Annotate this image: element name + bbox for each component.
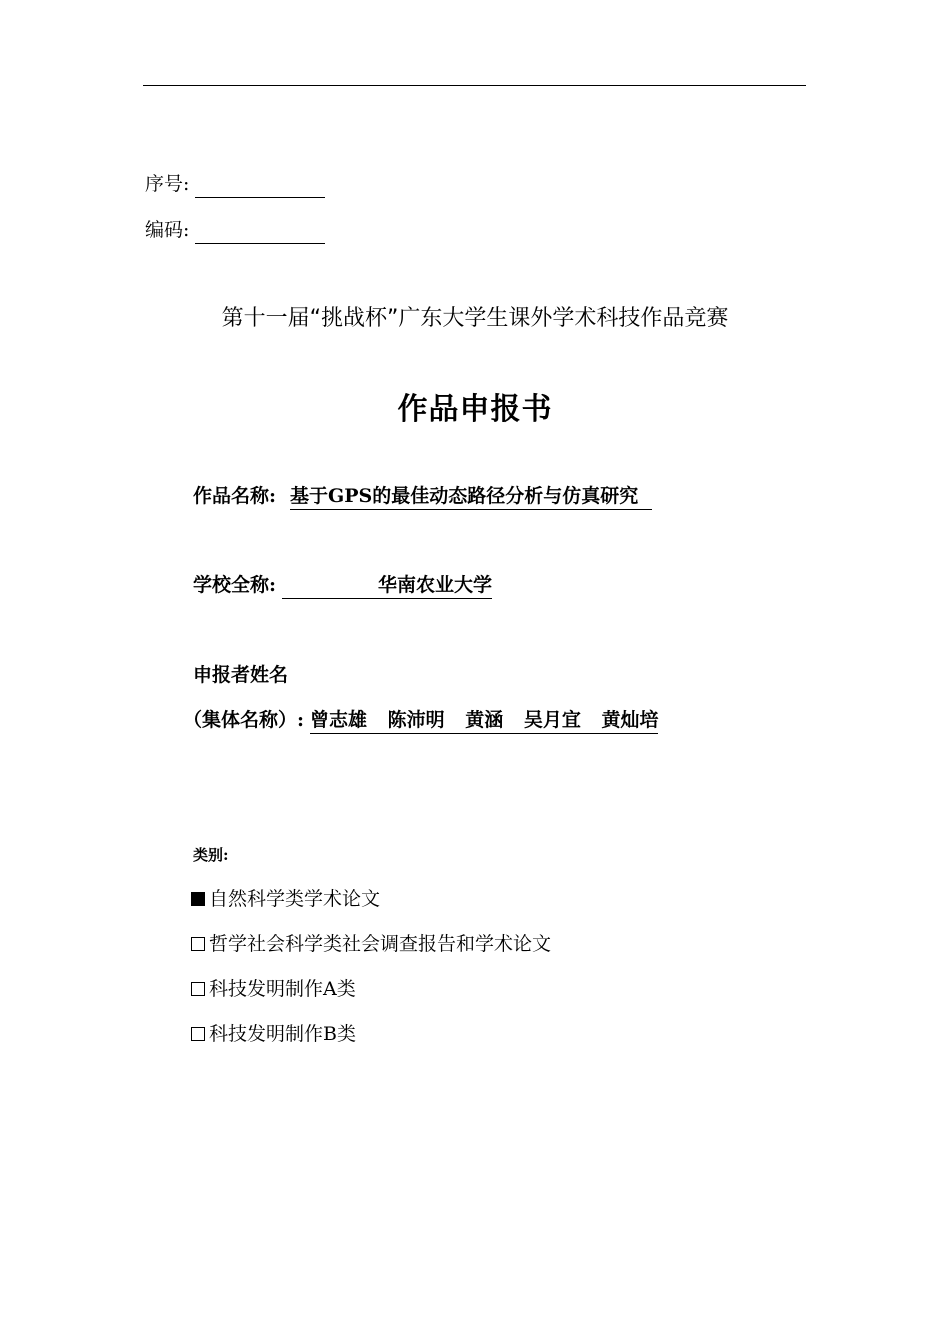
code-field: [145, 216, 325, 244]
serial-number-field: [145, 170, 325, 198]
collective-label: （集体名称）:: [183, 709, 305, 731]
school-name-row: [193, 570, 492, 600]
category-option-label: 哲学社会科学类社会调查报告和学术论文: [209, 933, 552, 955]
applicant-names: 曾志雄 陈沛明 黄涵 吴月宜 黄灿培: [310, 707, 658, 734]
category-option-invention-b[interactable]: [191, 1019, 551, 1064]
checkbox-icon[interactable]: [191, 892, 205, 906]
work-name-value: 基于GPS的最佳动态路径分析与仿真研究: [290, 483, 652, 510]
serial-number-blank[interactable]: [195, 177, 325, 198]
category-option-invention-a[interactable]: [191, 974, 551, 1019]
school-name-value: 华南农业大学: [282, 572, 492, 599]
category-options: [191, 884, 551, 1064]
category-option-label: 自然科学类学术论文: [209, 888, 381, 910]
work-name-row: [193, 481, 652, 511]
applicant-label-row: [193, 660, 288, 690]
checkbox-icon[interactable]: [191, 1027, 205, 1041]
category-option-natural-science[interactable]: [191, 884, 551, 929]
category-option-social-science[interactable]: [191, 929, 551, 974]
code-blank[interactable]: [195, 223, 325, 244]
category-option-label: 科技发明制作B类: [209, 1023, 356, 1045]
code-label: 编码:: [145, 219, 190, 241]
header-rule: [143, 85, 806, 86]
competition-title: 第十一届“挑战杯”广东大学生课外学术科技作品竞赛: [221, 306, 729, 331]
category-heading: 类别:: [193, 846, 229, 864]
category-option-label: 科技发明制作A类: [209, 978, 356, 1000]
applicant-label: 申报者姓名: [193, 664, 289, 686]
work-name-label: 作品名称:: [193, 485, 277, 507]
checkbox-icon[interactable]: [191, 937, 205, 951]
document-title: 作品申报书: [397, 392, 553, 427]
checkbox-icon[interactable]: [191, 982, 205, 996]
serial-number-label: 序号:: [145, 173, 190, 195]
school-name-label: 学校全称:: [193, 574, 277, 596]
collective-name-row: [183, 705, 658, 735]
